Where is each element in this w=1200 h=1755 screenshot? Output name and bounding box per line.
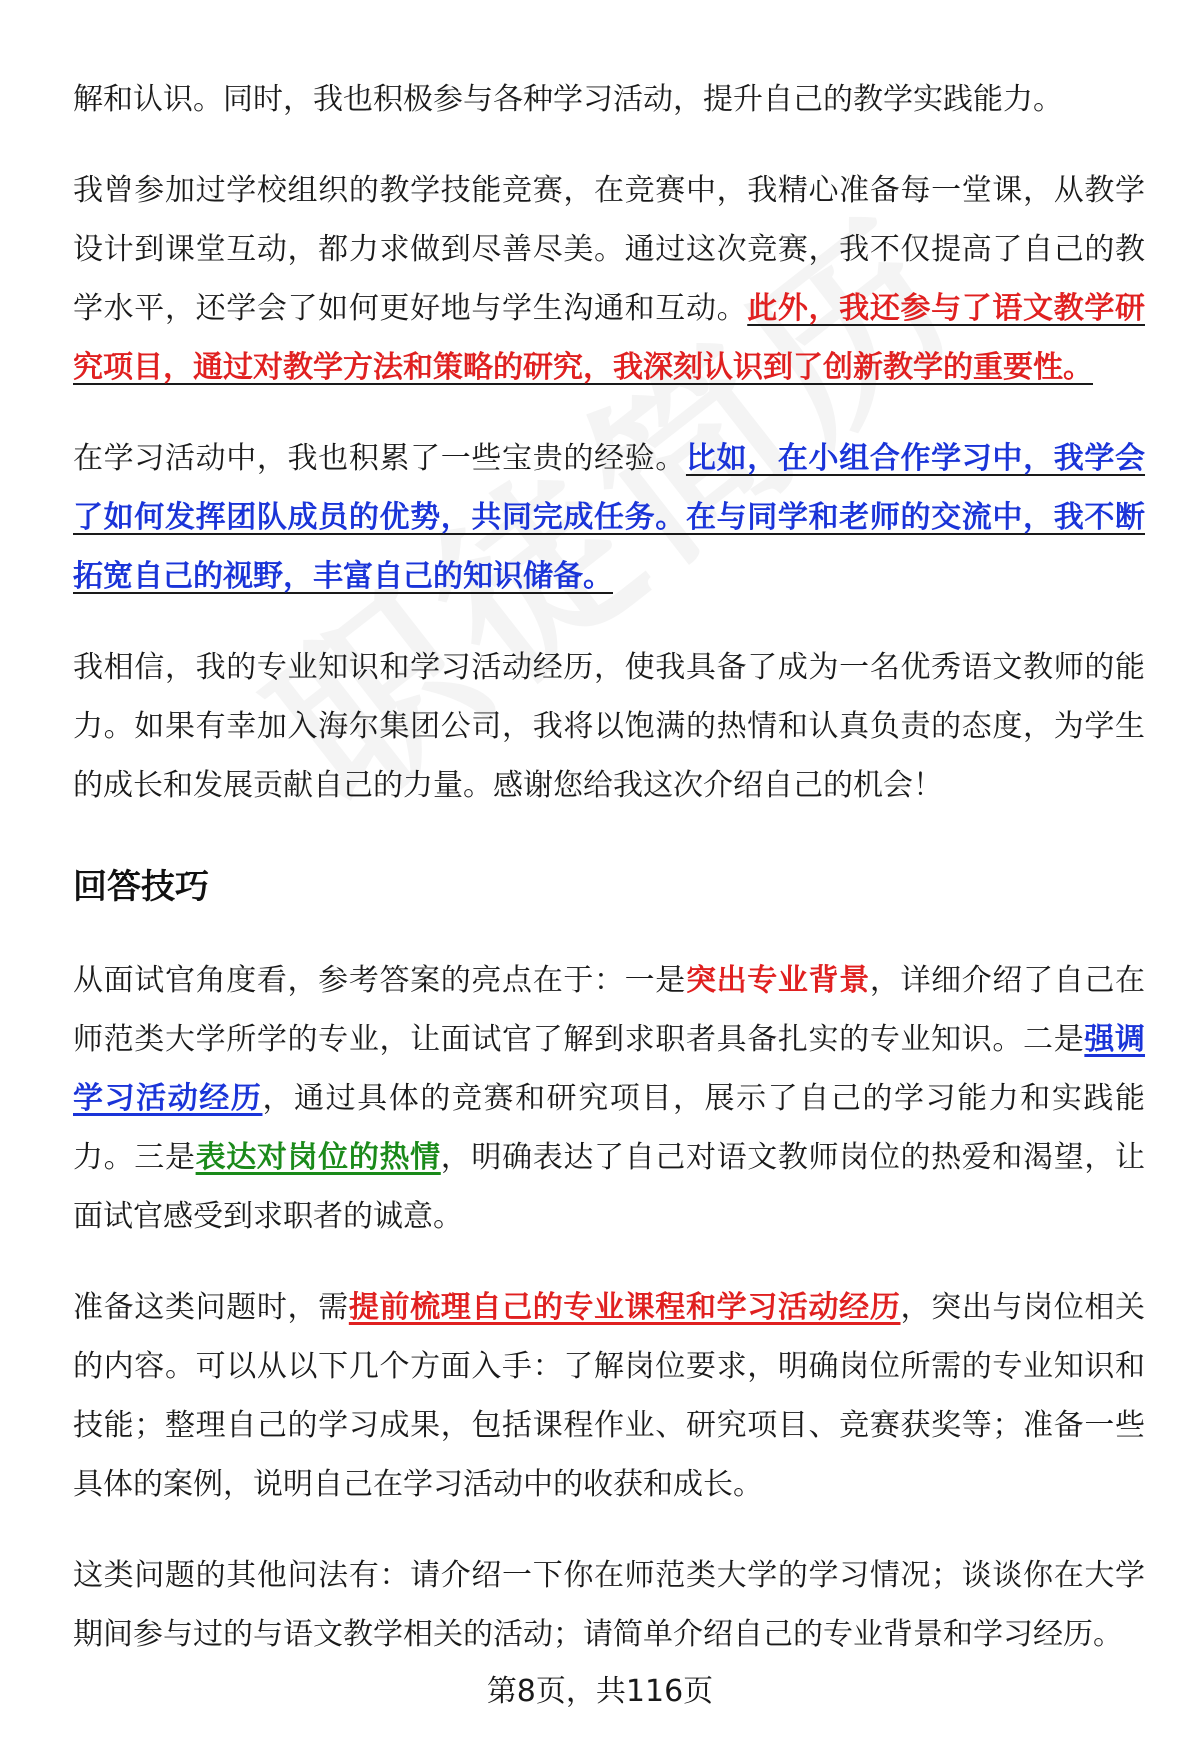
paragraph-text: 我相信，我的专业知识和学习活动经历，使我具备了成为一名优秀语文教师的能力。如果有幸加入海尔集团公司，我将以饱满的热情和认真负责的态度，为学生的成长和发展贡献自己的力量。感谢您给我这次介绍自己的机会！: [73, 650, 1145, 803]
paragraph-text: ，明确表达了自己对语文教师岗位的热爱和渴望，让面试官感受到求职者的诚意。: [73, 1140, 1146, 1234]
paragraph-text: 我曾参加过学校组织的教学技能竞赛，在竞赛中，我精心准备每一堂课，从教学设计到课堂互动，都力求做到尽善尽美。通过这次竞赛，我不仅提高了自己的教学水平，还学会了如何更好地与学生沟通和互动。: [73, 173, 1145, 326]
paragraph-text: 准备这类问题时，需: [73, 1290, 349, 1325]
keyword-organize-courses: 提前梳理自己的专业课程和学习活动经历: [348, 1290, 901, 1325]
paragraph-text: ，详细介绍了自己在师范类大学所学的专业，让面试官了解到求职者具备扎实的专业知识。二是: [73, 963, 1146, 1057]
paragraph-text: ，通过具体的竞赛和研究项目，展示了自己的学习能力和实践能力。三是: [73, 1081, 1146, 1175]
highlight-research-project: 此外，我还参与了语文教学研究项目，通过对教学方法和策略的研究，我深刻认识到了创新教学的重要性。: [73, 291, 1145, 385]
keyword-professional-background: 突出专业背景: [685, 963, 870, 998]
paragraph-text: 这类问题的其他问法有：请介绍一下你在师范类大学的学习情况；谈谈你在大学期间参与过的与语文教学相关的活动；请简单介绍自己的专业背景和学习经历。: [73, 1558, 1145, 1652]
paragraph-competition: [73, 161, 1145, 397]
paragraph-text: ，突出与岗位相关的内容。可以从以下几个方面入手：了解岗位要求，明确岗位所需的专业知识和技能；整理自己的学习成果，包括课程作业、研究项目、竞赛获奖等；准备一些具体的案例，说明自己在学习活动中的收获和成长。: [73, 1290, 1146, 1502]
page-number: 第8页，共116页: [486, 1674, 714, 1709]
paragraph-text: 从面试官角度看，参考答案的亮点在于：一是: [73, 963, 686, 998]
section-heading-answer-tips: 回答技巧: [73, 867, 209, 907]
paragraph-text: 在学习活动中，我也积累了一些宝贵的经验。: [73, 441, 686, 476]
paragraph-tips-other-questions: [73, 1546, 1145, 1664]
keyword-passion-for-position: 表达对岗位的热情: [195, 1140, 441, 1175]
keyword-learning-activities: 强调学习活动经历: [73, 1022, 1146, 1116]
paragraph-intro-continuation: [73, 70, 1145, 129]
paragraph-tips-highlights: [73, 951, 1145, 1246]
paragraph-conclusion: [73, 638, 1145, 815]
paragraph-experience: [73, 429, 1145, 606]
document-body: [73, 70, 1145, 1664]
highlight-teamwork: 比如，在小组合作学习中，我学会了如何发挥团队成员的优势，共同完成任务。在与同学和老师的交流中，我不断拓宽自己的视野，丰富自己的知识储备。: [73, 441, 1146, 594]
paragraph-tips-preparation: [73, 1278, 1145, 1514]
paragraph-text: 解和认识。同时，我也积极参与各种学习活动，提升自己的教学实践能力。: [73, 82, 1063, 117]
